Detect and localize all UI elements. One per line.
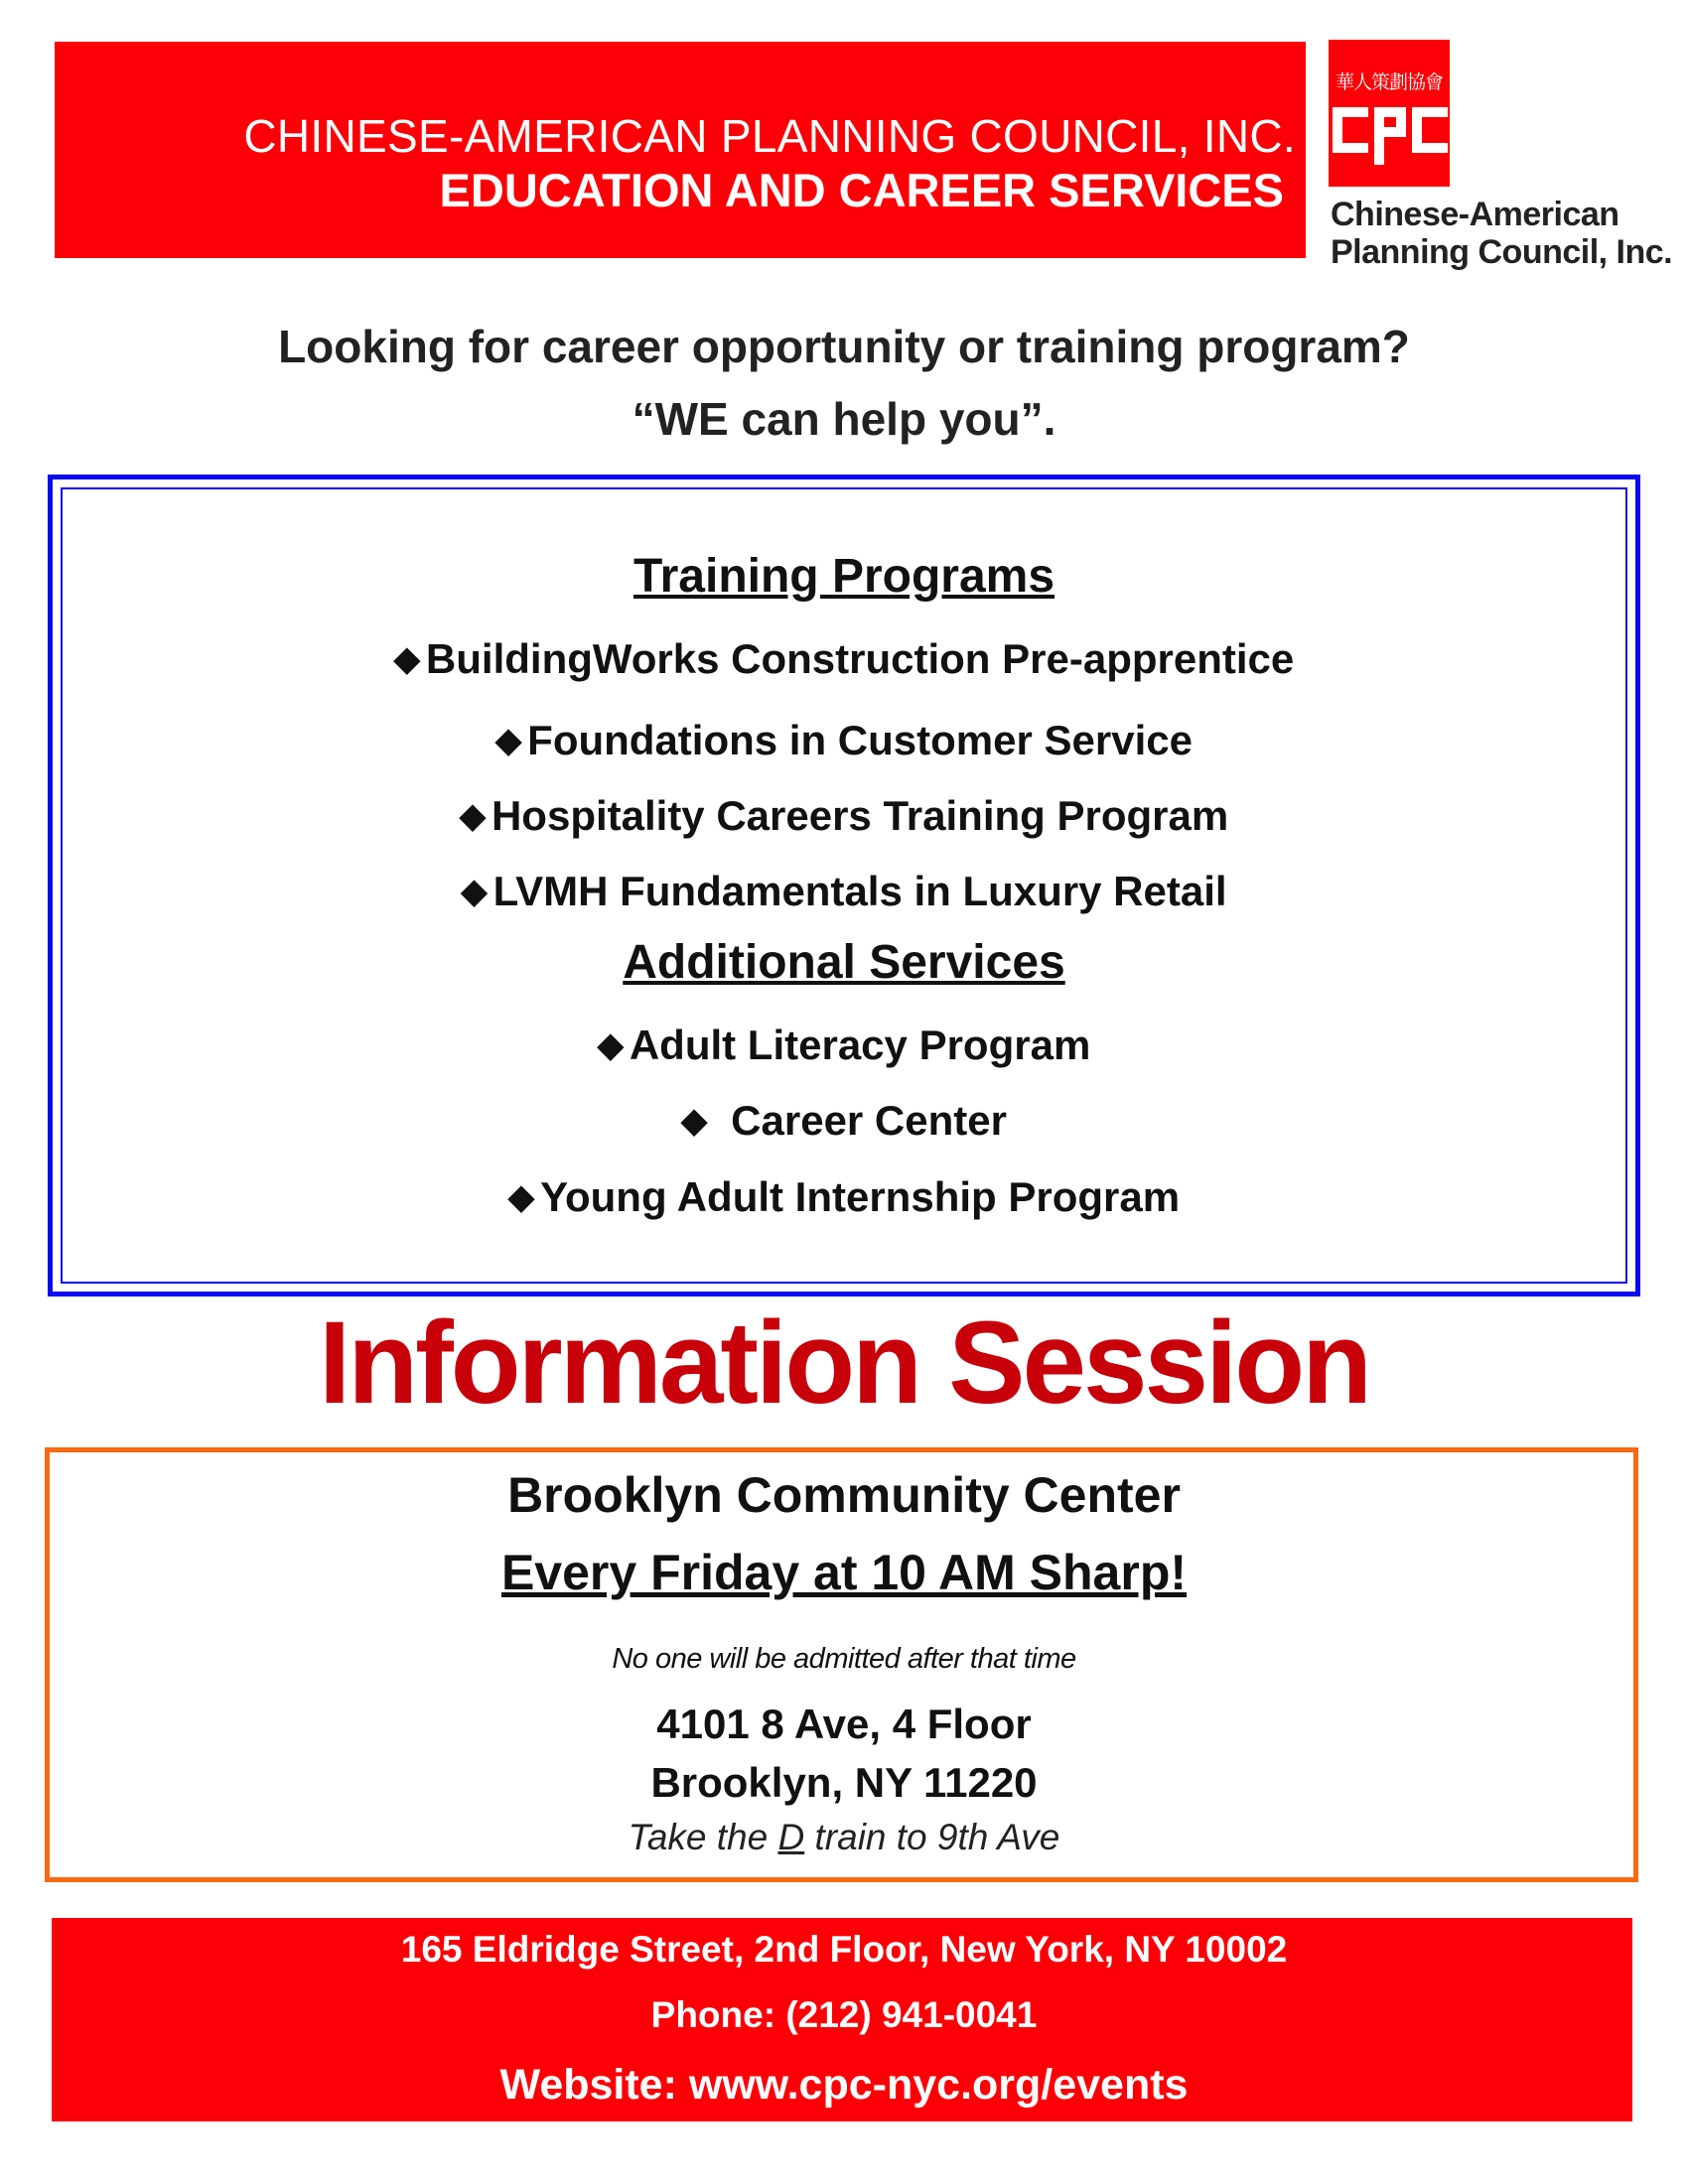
footer-address: 165 Eldridge Street, 2nd Floor, New York, NY 10002	[400, 1929, 1288, 1970]
address-line-1: 4101 8 Ave, 4 Floor	[656, 1701, 1032, 1747]
training-program-item	[0, 868, 1688, 915]
logo-name-line-1: Chinese-American	[1331, 196, 1619, 233]
training-program-item	[0, 717, 1688, 764]
footer-phone: Phone: (212) 941-0041	[650, 1994, 1038, 2035]
tagline-question: Looking for career opportunity or training program?	[278, 321, 1410, 372]
diamond-bullet-icon: ◆	[597, 1026, 624, 1064]
program-label: LVMH Fundamentals in Luxury Retail	[492, 868, 1227, 914]
transit-prefix: Take the	[628, 1817, 778, 1857]
logo-chinese-name: 華人策劃協會	[1335, 72, 1443, 93]
diamond-bullet-icon: ◆	[681, 1102, 708, 1140]
additional-services-heading: Additional Services	[623, 936, 1065, 989]
cpc-logo	[1329, 40, 1673, 278]
training-program-item	[0, 792, 1688, 840]
organization-name: CHINESE-AMERICAN PLANNING COUNCIL, INC.	[243, 110, 1296, 162]
session-time: Every Friday at 10 AM Sharp!	[500, 1545, 1188, 1600]
transit-suffix: train to 9th Ave	[804, 1817, 1060, 1857]
training-programs-heading: Training Programs	[633, 550, 1055, 603]
program-label: Hospitality Careers Training Program	[491, 792, 1229, 839]
service-label: Career Center	[731, 1097, 1007, 1144]
footer-website: Website: www.cpc-nyc.org/events	[499, 2061, 1189, 2109]
address-line-2: Brooklyn, NY 11220	[650, 1759, 1038, 1806]
logo-name-line-2: Planning Council, Inc.	[1331, 233, 1673, 271]
cpc-logo-mark-icon	[1329, 40, 1450, 187]
header-banner	[55, 42, 1306, 258]
diamond-bullet-icon: ◆	[461, 873, 488, 910]
training-program-item	[0, 635, 1688, 683]
service-item	[0, 1173, 1688, 1221]
service-item	[0, 1022, 1688, 1069]
service-label: Adult Literacy Program	[629, 1022, 1091, 1068]
diamond-bullet-icon: ◆	[393, 640, 420, 678]
program-label: BuildingWorks Construction Pre-apprentice	[425, 635, 1295, 682]
admission-note: No one will be admitted after that time	[612, 1643, 1076, 1675]
train-line: D	[777, 1817, 805, 1857]
information-session-title: Information Session	[318, 1296, 1370, 1429]
program-label: Foundations in Customer Service	[527, 717, 1193, 763]
diamond-bullet-icon: ◆	[495, 722, 522, 759]
department-name: EDUCATION AND CAREER SERVICES	[439, 164, 1284, 216]
transit-directions	[0, 1817, 1688, 1858]
tagline-slogan: “WE can help you”.	[632, 393, 1056, 445]
diamond-bullet-icon: ◆	[507, 1178, 535, 1216]
diamond-bullet-icon: ◆	[459, 797, 486, 835]
service-item	[0, 1097, 1688, 1145]
service-label: Young Adult Internship Program	[540, 1173, 1181, 1220]
location-name: Brooklyn Community Center	[507, 1467, 1181, 1523]
